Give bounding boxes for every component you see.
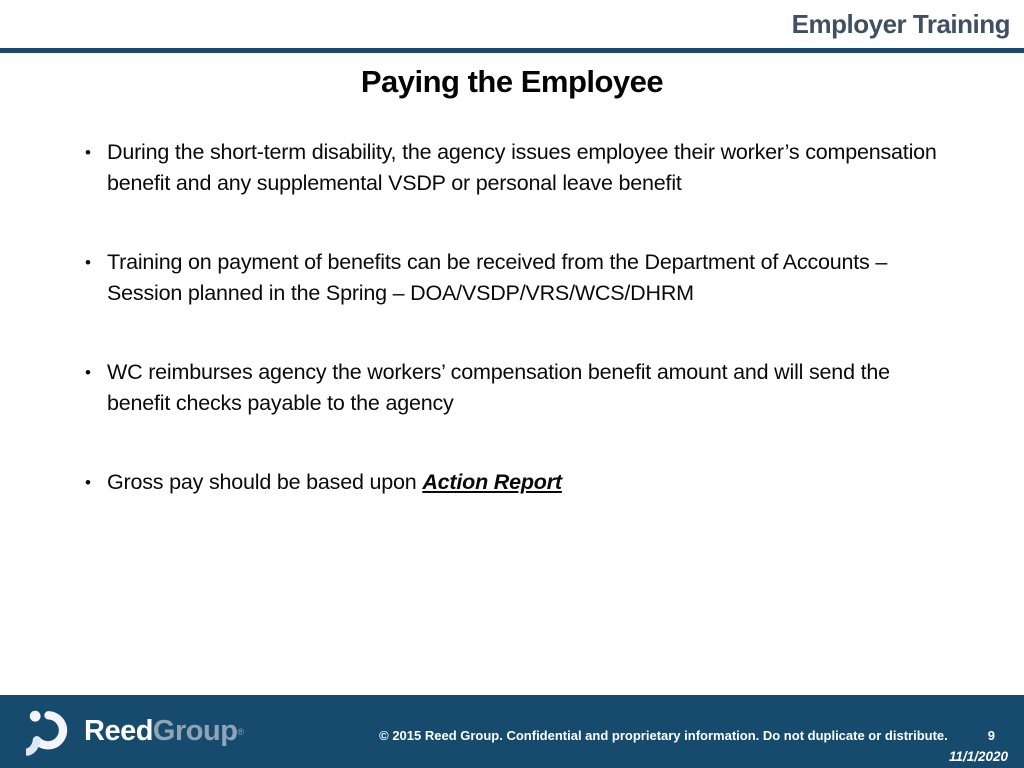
bullet-icon: • xyxy=(85,473,91,492)
footer-text-block xyxy=(379,727,1008,765)
footer-date: 11/1/2020 xyxy=(948,749,1008,765)
page-title: Paying the Employee xyxy=(360,64,664,99)
logo-text-reed: Reed xyxy=(84,715,153,747)
bullet-text: Gross pay should be based upon xyxy=(107,470,423,494)
logo-text-group: Group xyxy=(152,715,238,747)
bullet-text: Training on payment of benefits can be received from the Department of Accounts – Session planned in the Spring – DOA/VSDP/VRS/WCS/DHRM xyxy=(107,250,888,305)
bullet-text: WC reimburses agency the workers’ compensation benefit amount and will send the benefit checks payable to the agency xyxy=(107,360,890,415)
bullet-icon: • xyxy=(85,143,91,162)
bullet-icon: • xyxy=(85,363,91,382)
footer-bar xyxy=(0,695,1024,768)
bullet-text: During the short-term disability, the agency issues employee their worker’s compensation benefit and any supplemental VSDP or personal leave benefit xyxy=(107,140,937,195)
footer-row xyxy=(379,727,1008,745)
bullet-item xyxy=(84,137,942,199)
footer-copyright: © 2015 Reed Group. Confidential and proprietary information. Do not duplicate or distribute. xyxy=(379,728,948,744)
bullet-icon: • xyxy=(85,253,91,272)
footer-page-number: 9 xyxy=(987,728,995,744)
action-report-emphasis: Action Report xyxy=(422,470,562,494)
bullet-item xyxy=(84,467,942,498)
bullet-item xyxy=(84,357,942,419)
reedgroup-logo xyxy=(26,705,244,759)
reedgroup-swoosh-icon xyxy=(26,705,76,759)
header-title: Employer Training xyxy=(791,9,1010,39)
bullet-list xyxy=(84,137,942,546)
bullet-item xyxy=(84,247,942,309)
header-divider xyxy=(0,48,1024,53)
registered-mark: ® xyxy=(237,726,245,737)
